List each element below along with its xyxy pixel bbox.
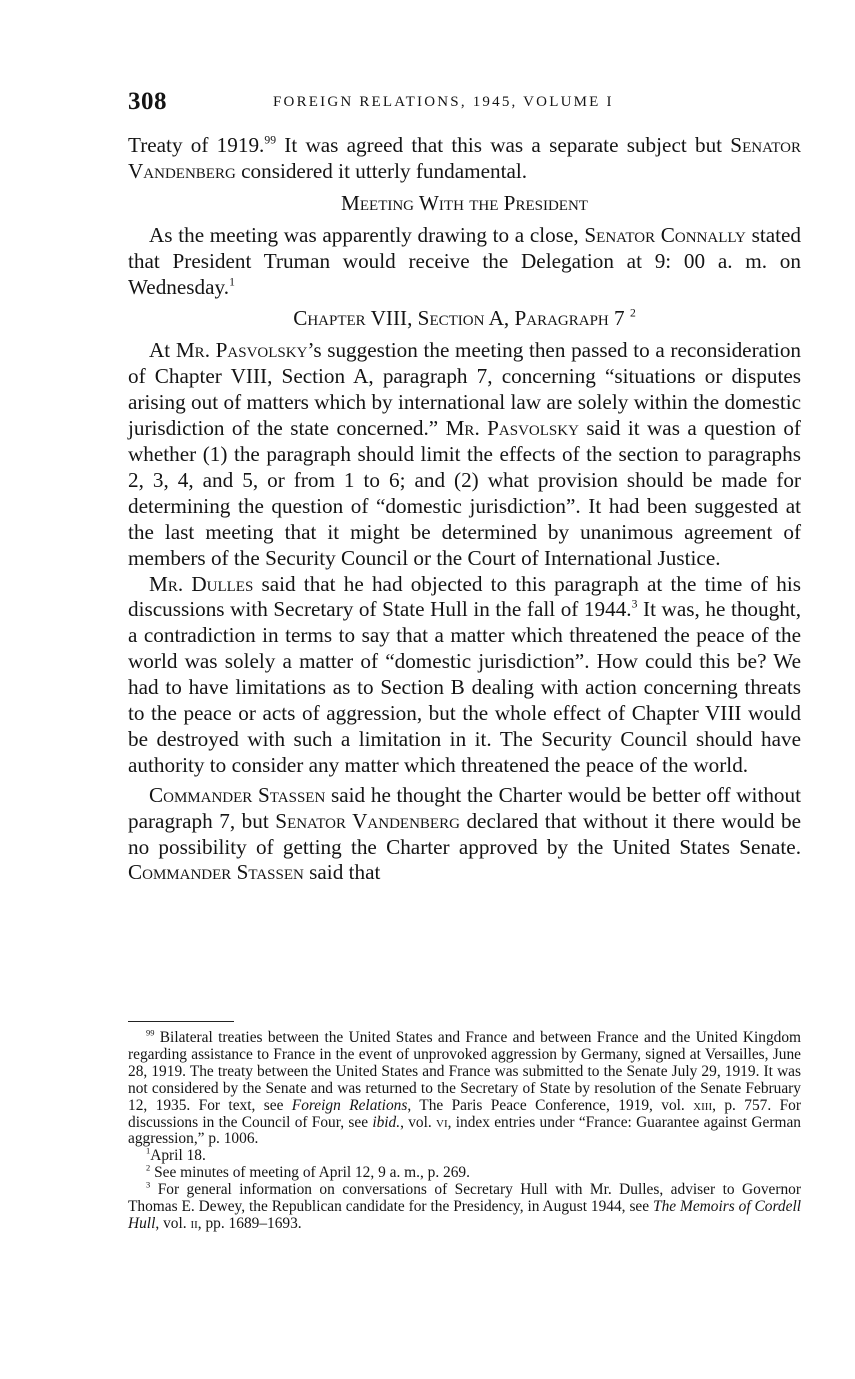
footnote-mark: 3 [146,1179,151,1190]
footnote-99: $^{99}$ Bilateral treaties between the United States and France and between France and the United Kingdom regarding assistance to France in the event of unprovoked aggression by Germany, signed at Versailles, June 28, 1919. The treaty between the United States and France was submitted to the Senate July 29, 1919. It was not considered by the Senate and was returned to the Secretary of State by resolution of the Senate February 12, 1935. For text, see Foreign Relations, The Paris Peace Conference, 1919, vol. xiii, p. 757. For discussions in the Council of Four, see ibid., vol. vi, index entries under “France: Guarantee against German aggression,” p. 1006. [128,1027,801,1148]
footnote-divider [128,1021,234,1022]
footnote-1: $^1$April 18. [146,1146,206,1165]
body-text [128,133,801,886]
section-heading-chapter: Chapter VIII, Section A, Paragraph 7 $^2$ [293,306,636,331]
speaker-name: Mr. Dulles [149,571,254,596]
footnote-mark: 1 [146,1146,151,1156]
running-head: FOREIGN RELATIONS, 1945, VOLUME I [273,94,614,110]
page-header [128,88,801,118]
footnote-2: $^2$ See minutes of meeting of April 12, 9 a. m., p. 269. [146,1162,470,1182]
footnote-mark: 99 [146,1027,155,1038]
footnote-3: $^3$ For general information on conversations of Secretary Hull with Mr. Dulles, adviser to Governor Thomas E. Dewey, the Republican candidate for the Presidency, in August 1944, see The Memoirs of Cordell Hull, vol. ii, pp. 1689–1693. [128,1179,801,1232]
page-number: 308 [128,88,167,115]
speaker-name: Senator Connally [584,222,746,247]
paragraph-1: Treaty of 1919.99 It was agreed that this was a separate subject but Senator Vandenberg considered it utterly fundamental. [128,133,801,183]
speaker-name: Mr. Pasvolsky [175,338,308,363]
footnote-ref-1: 1 [229,274,235,288]
speaker-name: Mr. Pasvolsky [445,416,579,441]
speaker-name: Senator Vandenberg [275,808,460,833]
section-heading-meeting: Meeting With the President [341,190,588,215]
footnote-ref-99: 99 [264,133,277,147]
paragraph-2: As the meeting was apparently drawing to a close, Senator Connally stated that President Truman would receive the Delegation at 9: 00 a. m. on Wednesday.$^1$ [128,222,801,299]
paragraph-4: Mr. Dulles said that he had objected to this paragraph at the time of his discussions with Secretary of State Hull in the fall of 1944.$^3$ It was, he thought, a contradiction in terms to say that a matter which threatened the peace of the world was solely a matter of “domestic jurisdiction”. How could this be? We had to have limitations as to Section B dealing with action concerning threats to the peace or acts of aggression, but the whole effect of Chapter VIII would be destroyed with such a limitation in it. The Security Council should have authority to consider any matter which threatened the peace of the world. [128,571,801,777]
paragraph-3: At Mr. Pasvolsky’s suggestion the meeting then passed to a reconsideration of Chapter VIII, Section A, paragraph 7, concerning “situations or disputes arising out of matters which by international law are solely within the domestic jurisdiction of the state concerned.” Mr. Pasvolsky said it was a question of whether (1) the paragraph should limit the effects of the section to paragraphs 2, 3, 4, and 5, or from 1 to 6; and (2) what provision should be made for determining the question of “domestic jurisdiction”. It had been suggested at the last meeting that it might be determined by unanimous agreement of members of the Security Council or the Court of International Justice. [128,338,802,570]
footnote-ref-3: 3 [631,597,638,611]
footnotes [128,1027,801,1233]
speaker-name: Commander Stassen [128,860,304,885]
speaker-name: Senator Vandenberg [128,133,801,183]
footnote-mark: 2 [146,1162,151,1173]
speaker-name: Commander Stassen [149,782,326,807]
paragraph-5: Commander Stassen said he thought the Charter would be better off without paragraph 7, but Senator Vandenberg declared that without it there would be no possibility of getting the Charter approved by the United States Senate. Commander Stassen said that [128,782,802,885]
footnote-ref-2: 2 [629,306,636,320]
